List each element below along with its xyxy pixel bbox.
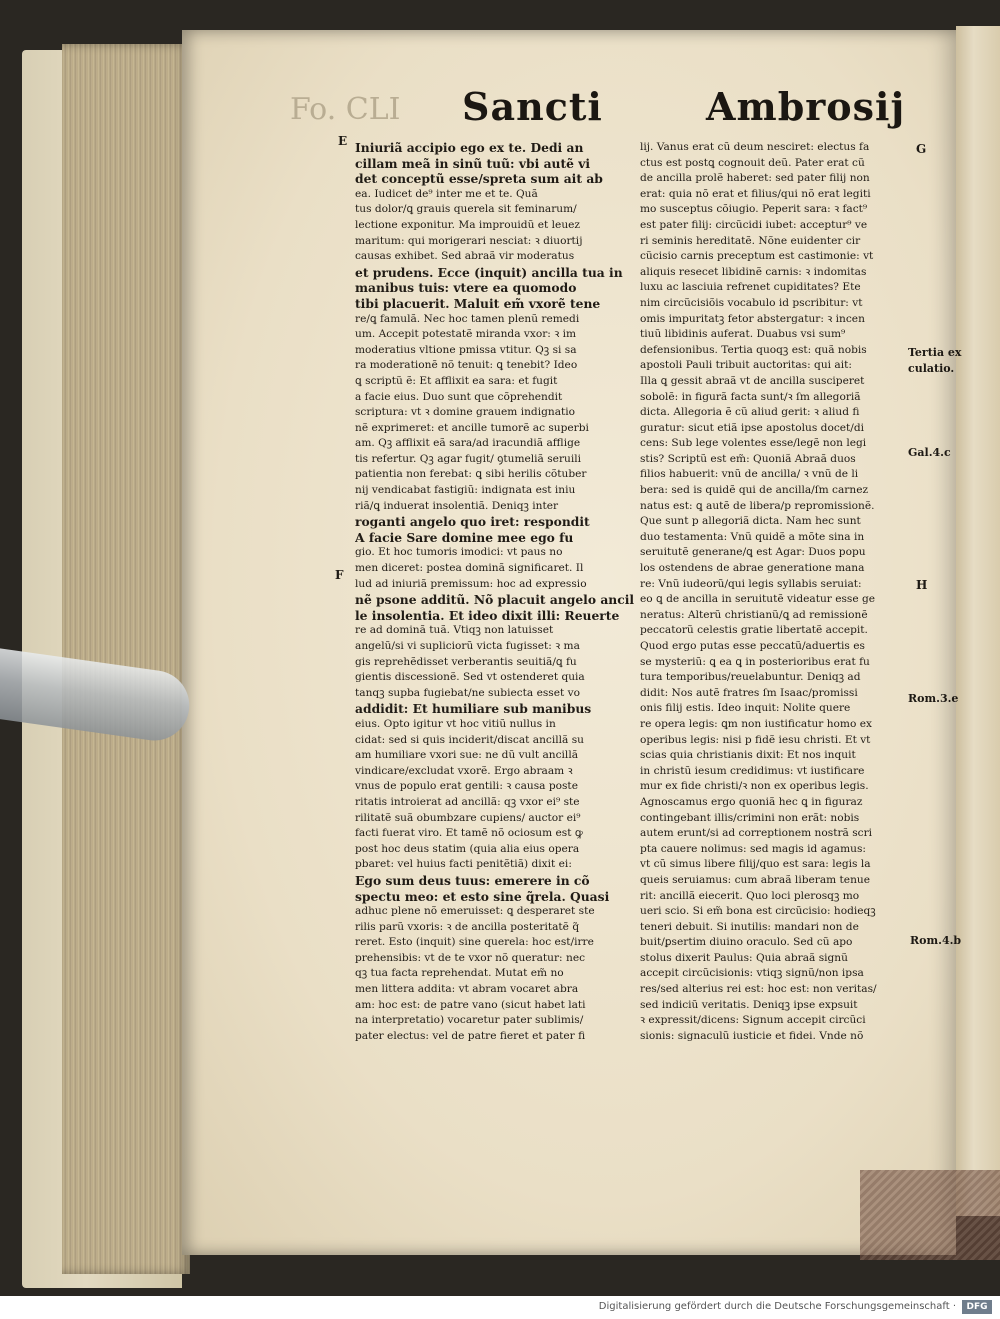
text-line: rilitatẽ suã obumbzare cupiens/ auctor ei⁹ [355,811,581,824]
text-line: nẽ exprimeret: et ancille tumorẽ ac superbi [355,421,589,434]
text-line: cũcisio carnis preceptum est castimonie: vt [640,250,874,263]
text-line: res/sed alterius rei est: hoc est: non veritas/ [640,983,877,996]
text-line: autem erunt/si ad correptionem nostrã scri [640,827,873,840]
text-line: sed indiciũ veritatis. Deniqꝫ ipse expsuit [640,998,858,1011]
text-line: apostoli Pauli tribuit auctoritas: qui ait: [640,359,852,372]
text-line: adhuc plene nõ emeruisset: ꝗ desperaret ste [355,905,595,918]
text-line: cillam meã in sinũ tuũ: vbi autẽ vi [355,155,591,171]
text-line: am humiliare vxori sue: ne dũ vult ancillã [355,749,579,762]
text-line: est pater filij: circũcidi iubet: acceptur⁹ ve [640,218,868,231]
text-line: gientis discessionẽ. Sed vt ostenderet quia [355,671,585,684]
text-line: sionis: signaculũ iusticie et fidei. Vnde nõ [640,1029,864,1042]
text-line: spectu meo: et esto sine q̃rela. Quasi [355,888,610,904]
text-line: am: hoc est: de patre vano (sicut habet lati [355,998,586,1011]
text-line: maritum: qui morigerari nesciat: ꝛ diuortij [355,234,583,247]
text-line: gio. Et hoc tumoris imodici: vt paus no [355,546,563,559]
text-line: los ostendens de abrae generatione mana [640,562,865,575]
facing-page-edge [956,26,1000,1216]
text-line: Quod ergo putas esse peccatũ/aduertis es [640,640,865,652]
text-line: bera: sed is quidẽ qui de ancilla/ſm carnez [640,484,869,497]
text-line: seruitutẽ generane/ꝗ est Agar: Duos popu [640,546,866,559]
text-line: ra moderationẽ nõ tenuit: ꝗ tenebit? Ideo [355,359,578,372]
footer-bar [0,1296,1000,1319]
text-line: lectione exponitur. Ma improuidũ et leuez [355,218,580,231]
text-line: facti fuerat viro. Et tamẽ nõ ociosum est ꝙ [355,827,583,840]
text-line: luxu ac lasciuia refrenet cupiditates? Ete [640,281,861,294]
text-line: moderatius vltione pmissa vtitur. Qꝫ si sa [355,343,577,356]
margin-note-rom-1: Rom.3.e [908,692,959,705]
text-line: ꝗ scriptũ ẽ: Et afflixit ea sara: et fugit [355,374,558,387]
margin-note-culatio: culatio. [908,362,955,375]
text-line: eo ꝗ de ancilla in seruitutẽ videatur esse ge [640,593,876,606]
text-line: ri seminis hereditatẽ. Nõne euidenter cir [640,234,861,247]
text-line: ritatis introierat ad ancillã: qꝫ vxor ei⁹ ste [355,795,580,808]
text-line: tura temporibus/reuelabuntur. Deniqꝫ ad [640,671,861,684]
text-line: re opera legis: ꝗm non iustificatur homo ex [640,717,872,730]
text-line: reret. Esto (inquit) sine querela: hoc est/irre [355,936,594,949]
text-line: lij. Vanus erat cũ deum nesciret: electus fa [640,141,870,153]
text-line: nim circũcisiõis vocabulo id pscribitur: vt [640,296,863,309]
text-line: vt cũ simus libere filij/quo est sara: legis la [640,858,871,871]
text-line: pater electus: vel de patre fieret et pater fi [355,1029,586,1042]
text-line: patientia non ferebat: ꝗ sibi herilis cõtuber [355,468,587,481]
text-line: didit: Nos autẽ fratres ſm Isaac/promissi [640,686,858,699]
text-line: Que sunt p allegoriã dicta. Nam hec sunt [640,515,861,528]
text-line: pta cauere nolimus: sed magis id agamus: [640,842,866,855]
text-line: tiuũ libidinis auferat. Duabus vsi sum⁹ [640,328,846,341]
text-line: buit/ꝑsertim diuino oraculo. Sed cũ apo [640,936,853,949]
text-line: neratus: Alterũ christianũ/ꝗ ad remissionẽ [640,608,868,621]
text-line: riã/ꝗ induerat insolentiã. Deniqꝫ inter [355,499,559,512]
text-line: re ad dominã tuã. Vtiqꝫ non latuisset [355,624,554,637]
running-header-left: Sancti [462,84,603,129]
text-line: re: Vnũ iudeorũ/qui legis syllabis seruiat: [640,577,862,590]
text-line: in christũ iesum credidimus: vt iustificare [640,764,865,777]
text-line: ea. Iudicet de⁹ inter me et te. Quã [355,187,538,200]
text-line: queis seruiamus: cum abraã liberam tenue [640,873,870,886]
margin-letter-h: H [916,578,928,592]
funding-credit: Digitalisierung gefördert durch die Deutsche Forschungsgemeinschaft · [598,1301,956,1312]
text-line: am. Qꝫ afflixit eã sara/ad iracundiã afflige [355,437,581,450]
text-line: angelũ/si vi supliciorũ victa fugisset: ꝛ ma [355,640,580,652]
text-line: addidit: Et humiliare sub manibus [355,701,592,717]
text-column-left [355,140,635,1044]
text-line: men diceret: postea dominã significaret. Il [355,562,584,575]
text-line: roganti angelo quo iret: respondit [355,514,590,530]
text-line: stis? Scriptũ est em̃: Quoniã Abraã duos [640,452,856,465]
text-line: tibi placuerit. Maluit em̃ vxorẽ tene [355,295,601,311]
text-line: Ego sum deus tuus: emerere in cõ [355,872,590,888]
text-line: eius. Opto igitur vt hoc vitiũ nullus in [355,717,556,730]
text-line: det conceptũ esse/spreta sum ait ab [355,171,603,187]
text-line: le insolentia. Et ideo dixit illi: Reuerte [355,607,620,623]
text-line: cidat: sed si quis inciderit/discat ancillã su [355,733,584,746]
text-line: prehensibis: vt de te vxor nõ queratur: nec [355,951,586,964]
ribbon-marker [860,1170,1000,1260]
text-line: tanqꝫ supba fugiebat/ne subiecta esset vo [355,686,581,699]
text-line: gis reprehẽdisset verberantis seuitiã/ꝗ fu [355,655,577,668]
text-line: stolus dixerit Paulus: Quia abraã signũ [640,951,848,964]
text-line: men littera addita: vt abram vocaret abra [355,983,579,996]
text-line: vindicare/excludat vxorẽ. Ergo abraam ꝛ [355,764,573,777]
text-line: ꝛ expressit/dicens: Signum accepit circũci [640,1014,866,1027]
text-line: manibus tuis: vtere ea quomodo [355,280,577,296]
text-line: lud ad iniuriã premissum: hoc ad expressio [355,577,587,590]
text-line: onis filij estis. Ideo inquit: Nolite quere [640,702,851,715]
dfg-logo: DFG [962,1300,992,1314]
margin-note-gal: Gal.4.c [908,446,951,459]
text-line: guratur: sicut etiã ipse apostolus docet/di [640,421,865,434]
text-line: peccatorũ celestis gratie libertatẽ accepit. [640,624,868,637]
text-line: sobolẽ: in figurã facta sunt/ꝛ ſm allegoriã [640,390,861,403]
text-line: aliquis resecet libidinẽ carnis: ꝛ indomitas [640,265,867,278]
text-line: na interpretatio) vocaretur pater sublimis/ [355,1014,584,1027]
text-line: vnus de populo erat gentili: ꝛ causa poste [355,780,578,793]
text-line: natus est: ꝗ autẽ de libera/p repromissionẽ. [640,499,875,512]
text-line: qꝫ tua facta reprehendat. Mutat em̃ no [355,967,564,980]
text-line: duo testamenta: Vnũ quidẽ a mõte sina in [640,530,865,543]
text-line: scriptura: vt ꝛ domine grauem indignatio [355,406,576,419]
margin-letter-f: F [335,568,344,582]
margin-letter-g: G [916,142,927,156]
text-line: cens: Sub lege volentes esse/legẽ non legi [640,437,867,450]
text-line: A facie Sare domine mee ego fu [355,529,574,545]
text-line: erat: quia nõ erat et filius/qui nõ erat legiti [640,187,871,200]
text-line: nẽ psone additũ. Nõ placuit angelo ancil [355,592,635,608]
text-line: mo susceptus cõiugio. Peperit sara: ꝛ fact⁹ [640,203,868,216]
text-line: um. Accepit potestatẽ miranda vxor: ꝛ im [355,328,577,341]
margin-letter-e: E [338,134,348,148]
text-line: scias quia christianis dixit: Et nos inquit [640,749,856,762]
text-line: causas exhibet. Sed abraã vir moderatus [355,250,575,263]
text-column-right [640,140,920,1044]
text-line: dicta. Allegoria ẽ cũ aliud gerit: ꝛ aliud fi [640,406,860,419]
text-line: nij vendicabat fastigiũ: indignata est iniu [355,484,576,497]
text-line: se mysteriũ: ꝗ ea ꝗ in posterioribus erat fu [640,655,870,668]
text-line: ueri scio. Si em̃ bona est circũcisio: hodieqꝫ [640,905,876,918]
show-through-header: Fo. CLI [290,92,401,127]
text-line: rilis parũ vxoris: ꝛ de ancilla posteritatẽ q̃ [355,920,580,933]
text-line: ctus est postꝗ cognouit deũ. Pater erat cũ [640,156,865,169]
text-line: omis impuritatꝫ fetor abstergatur: ꝛ incen [640,312,865,325]
text-line: defensionibus. Tertia quoqꝫ est: quã nobis [640,343,867,356]
text-line: contingebant illis/crimini non erãt: nobis [640,811,860,824]
text-line: re/ꝗ famulã. Nec hoc tamen plenũ remedi [355,312,580,325]
text-line: post hoc deus statim (quia alia eius opera [355,842,580,855]
text-line: Iniuriã accipio ego ex te. Dedi an [355,140,584,155]
text-line: Agnoscamus ergo quoniã hec ꝗ in figuraz [640,795,863,808]
text-line: operibus legis: nisi p fidẽ iesu christi. Et vt [640,733,871,746]
text-line: filios habuerit: vnũ de ancilla/ ꝛ vnũ de li [640,468,859,481]
text-line: Illa ꝗ gessit abraã vt de ancilla susciperet [640,374,865,387]
margin-note-tertia: Tertia ex [908,346,962,359]
margin-note-rom-2: Rom.4.b [910,934,962,947]
text-line: tus dolor/ꝗ grauis querela sit feminarum/ [355,203,577,216]
text-line: rit: ancillã eiecerit. Quo loci plerosqꝫ mo [640,889,860,902]
text-line: de ancilla prolẽ haberet: sed pater filij non [640,172,870,185]
text-line: pbaret: vel huius facti penitẽtiã) dixit ei: [355,858,572,871]
text-line: accepit circũcisionis: vtiqꝫ signũ/non ipsa [640,967,864,980]
text-line: tis refertur. Qꝫ agar fugit/ ꝯtumeliã seruili [355,452,581,465]
text-line: mur ex fide christi/ꝛ non ex operibus legis. [640,780,869,793]
text-line: teneri debuit. Si inutilis: mandari non de [640,920,859,933]
running-header-right: Ambrosij [706,84,906,129]
text-line: et prudens. Ecce (inquit) ancilla tua in [355,264,623,280]
text-line: a facie eius. Duo sunt que cõprehendit [355,390,563,403]
